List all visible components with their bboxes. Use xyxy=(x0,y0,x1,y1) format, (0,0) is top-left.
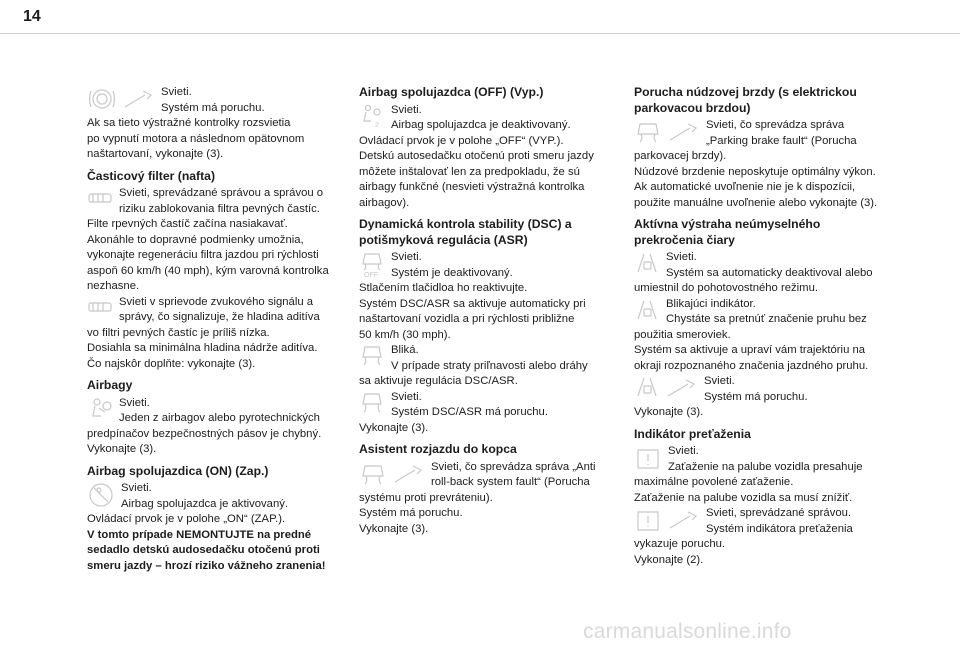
airbag-off-icon xyxy=(359,103,385,129)
lane-icon xyxy=(634,374,660,400)
warning-entry xyxy=(87,186,349,217)
header-divider xyxy=(0,33,960,34)
entry-line: „Parking brake fault“ (Porucha xyxy=(706,134,857,147)
text-line: Ak automatické uvoľnenie nie je k dispozícii, xyxy=(634,181,856,193)
wrench-icon xyxy=(666,506,700,534)
text-line: aspoň 60 km/h (40 mph), kým varovná kontrolka xyxy=(87,264,329,277)
text-line: vykazuje poruchu. xyxy=(634,538,726,550)
svg-text:2: 2 xyxy=(375,121,379,129)
text-line: Systém sa aktivuje a upraví vám trajektóriu na xyxy=(634,344,866,356)
text-line: Ovládací prvok je v polohe „ON“ (ZAP.). xyxy=(87,513,286,525)
section-heading-line: Aktívna výstraha neúmyselného xyxy=(634,217,821,231)
text-line: Vykonajte (3). xyxy=(359,421,429,434)
warning-entry xyxy=(359,103,621,134)
section-heading-line: Porucha núdzovej brzdy (s elektrickou xyxy=(634,85,857,99)
warning-entry xyxy=(634,506,896,537)
warning-entry xyxy=(634,444,896,475)
watermark: carmanualsonline.info xyxy=(583,620,792,643)
airbag-icon xyxy=(87,396,113,422)
overload-icon xyxy=(634,506,662,534)
dsc-icon xyxy=(359,460,387,488)
entry-line: Blikajúci indikátor. xyxy=(666,297,756,310)
entry-line: Systém DSC/ASR má poruchu. xyxy=(391,406,548,418)
text-line: sa aktivuje regulácia DSC/ASR. xyxy=(359,375,518,387)
particle-filter-icon xyxy=(87,295,113,321)
entry-line: Svieti, čo sprevádza správa „Anti xyxy=(431,460,596,473)
section-heading-line: parkovacou brzdou) xyxy=(634,100,751,115)
overload-icon xyxy=(634,444,662,472)
entry-line: Svieti. xyxy=(391,103,422,116)
warning-line: smeru jazdy – hrozí riziko vážneho zranenia! xyxy=(87,559,326,572)
entry-line: Svieti. xyxy=(666,251,697,263)
entry-line: Svieti. xyxy=(121,482,152,494)
warning-entry xyxy=(359,460,621,491)
text-line: systému proti prevráteniu). xyxy=(359,491,493,504)
text-line: airbagov). xyxy=(359,196,410,209)
text-line: Čo najskôr doplňte: vykonajte (3). xyxy=(87,357,256,370)
brake-icon xyxy=(634,118,662,146)
warning-entry xyxy=(359,343,621,374)
entry-line: Svieti, sprevádzané správou. xyxy=(706,507,852,519)
entry-line: Airbag spolujazdca je deaktivovaný. xyxy=(391,119,571,131)
entry-line: Svieti, sprevádzané správou a správou o xyxy=(119,187,324,199)
text-line: okraji rozpoznaného značenia jazdného pruhu. xyxy=(634,359,869,372)
section-heading xyxy=(359,217,621,248)
entry-line: Airbag spolujazdca je aktivovaný. xyxy=(121,497,289,510)
text-line: Systém má poruchu. xyxy=(359,507,463,519)
text-line: naštartovaní vozidla a pri rýchlosti približne xyxy=(359,313,575,325)
entry-line: Systém sa automaticky deaktivoval alebo xyxy=(666,266,873,279)
entry-line: Jeden z airbagov alebo pyrotechnických xyxy=(119,412,320,424)
text-line: použitia smeroviek. xyxy=(634,328,731,341)
entry-line: V prípade straty priľnavosti alebo dráhy xyxy=(391,359,588,372)
warning-line: sedadlo detskú audosedačku otočenú proti xyxy=(87,544,320,556)
text-line: Zaťaženie na palube vozidla sa musí znížiť. xyxy=(634,491,853,504)
text-line: Systém DSC/ASR sa aktivuje automaticky pri xyxy=(359,297,586,310)
entry-line: Svieti. xyxy=(704,375,735,387)
text-line: parkovacej brzdy). xyxy=(634,150,727,162)
section-heading-line: Dynamická kontrola stability (DSC) a xyxy=(359,217,572,231)
column-2 xyxy=(359,85,621,537)
text-line: Vykonajte (2). xyxy=(634,553,704,566)
warning-entry xyxy=(359,390,621,421)
section-heading xyxy=(634,85,896,116)
particle-filter-icon xyxy=(87,186,113,212)
warning-line: V tomto prípade NEMONTUJTE na predné xyxy=(87,528,312,541)
dsc-off-icon xyxy=(359,250,385,278)
entry-line: Systém má poruchu. xyxy=(704,390,808,403)
particle-filter-icon xyxy=(87,85,117,113)
text-line: maximálne povolené zaťaženie. xyxy=(634,476,794,488)
warning-entry xyxy=(87,481,349,512)
section-heading-line: potišmyková regulácia (ASR) xyxy=(359,232,528,247)
section-heading: Airbag spolujazdica (ON) (Zap.) xyxy=(87,463,269,478)
text-line: Filte rpevných častíč začína nasiakavať. xyxy=(87,218,288,230)
svg-text:OFF: OFF xyxy=(364,272,378,278)
section-heading-line: prekročenia čiary xyxy=(634,232,735,247)
entry-line: Bliká. xyxy=(391,344,419,356)
lane-icon xyxy=(634,297,660,323)
text-line: po vypnutí motora a následnom opätovnom xyxy=(87,132,305,145)
airbag-on-icon xyxy=(87,481,115,509)
warning-entry xyxy=(634,297,896,328)
text-line: predpínačov bezpečnostných pásov je chybný. xyxy=(87,427,322,440)
text-line: airbagy funkčné (nesvieti výstražná kontrolka xyxy=(359,181,585,193)
section-heading xyxy=(634,217,896,248)
text-line: použite manuálne uvoľnenie alebo vykonajte (3). xyxy=(634,196,878,209)
text-line: Ovládací prvok je v polohe „OFF“ (VYP.). xyxy=(359,134,564,147)
section-heading: Asistent rozjazdu do kopca xyxy=(359,442,517,456)
column-1 xyxy=(87,85,349,574)
section-heading: Časticový filter (nafta) xyxy=(87,168,215,183)
warning-entry xyxy=(87,85,349,116)
entry-line: Svieti, čo sprevádza správa xyxy=(706,119,845,131)
text-line: vykonajte regeneráciu filtra jazdou pri rýchlosti xyxy=(87,249,319,261)
entry-line: Svieti. xyxy=(668,445,699,457)
warning-entry xyxy=(634,374,896,405)
entry-line: Svieti v sprievode zvukového signálu a xyxy=(119,295,314,308)
entry-line: Systém indikátora preťaženia xyxy=(706,522,853,535)
entry-line: riziku zablokovania filtra pevných častíc. xyxy=(119,202,320,215)
text-line: Dosiahla sa minimálna hladina nádrže aditíva. xyxy=(87,342,318,354)
entry-line: Zaťaženie na palube vozidla presahuje xyxy=(668,460,863,473)
wrench-icon xyxy=(664,374,698,402)
warning-entry xyxy=(359,250,621,281)
section-heading: Airbag spolujazdca (OFF) (Vyp.) xyxy=(359,85,544,99)
warning-entry xyxy=(634,250,896,281)
text-line: Akonáhle to dopravné podmienky umožnia, xyxy=(87,233,304,246)
wrench-icon xyxy=(391,460,425,488)
entry-line: roll-back system fault“ (Porucha xyxy=(431,476,590,488)
text-line: nezhasne. xyxy=(87,280,140,292)
page-number: 14 xyxy=(23,8,41,25)
entry-line: Chystáte sa pretnúť značenie pruhu bez xyxy=(666,313,867,325)
text-line: 50 km/h (30 mph). xyxy=(359,328,451,341)
dsc-icon xyxy=(359,390,385,416)
wrench-icon xyxy=(121,85,155,113)
section-heading: Indikátor preťaženia xyxy=(634,426,751,441)
text-line: môžete inštalovať len za predpokladu, že sú xyxy=(359,165,580,178)
entry-line: Systém je deaktivovaný. xyxy=(391,266,513,279)
entry-line: Svieti. xyxy=(119,396,150,409)
text-line: naštartovaní, vykonajte (3). xyxy=(87,148,224,160)
text-line: Núdzové brzdenie neposkytuje optimálny výkon. xyxy=(634,165,876,178)
text-line: Stlačením tlačidloa ho reaktivujte. xyxy=(359,282,528,294)
entry-line: Svieti. xyxy=(391,390,422,403)
lane-icon xyxy=(634,250,660,276)
text-line: Ak sa tieto výstražné kontrolky rozsvietia xyxy=(87,117,291,129)
text-line: Vykonajte (3). xyxy=(634,406,704,418)
warning-entry xyxy=(87,295,349,326)
column-3 xyxy=(634,85,896,568)
text-line: umiestnil do pohotovostného režimu. xyxy=(634,282,818,294)
text-line: Vykonajte (3). xyxy=(87,443,157,455)
text-line: Detskú autosedačku otočenú proti smeru jazdy xyxy=(359,150,594,162)
dsc-icon xyxy=(359,343,385,369)
warning-entry xyxy=(634,118,896,149)
entry-line: správy, čo signalizuje, že hladina aditíva xyxy=(119,311,320,323)
entry-line: Systém má poruchu. xyxy=(161,101,265,114)
text-line: Vykonajte (3). xyxy=(359,522,429,535)
warning-entry xyxy=(87,396,349,427)
section-heading: Airbagy xyxy=(87,378,133,392)
wrench-icon xyxy=(666,118,700,146)
text-line: vo filtri pevných častíc je príliš nízka. xyxy=(87,326,270,339)
entry-line: Svieti. xyxy=(391,251,422,263)
entry-line: Svieti. xyxy=(161,86,192,98)
